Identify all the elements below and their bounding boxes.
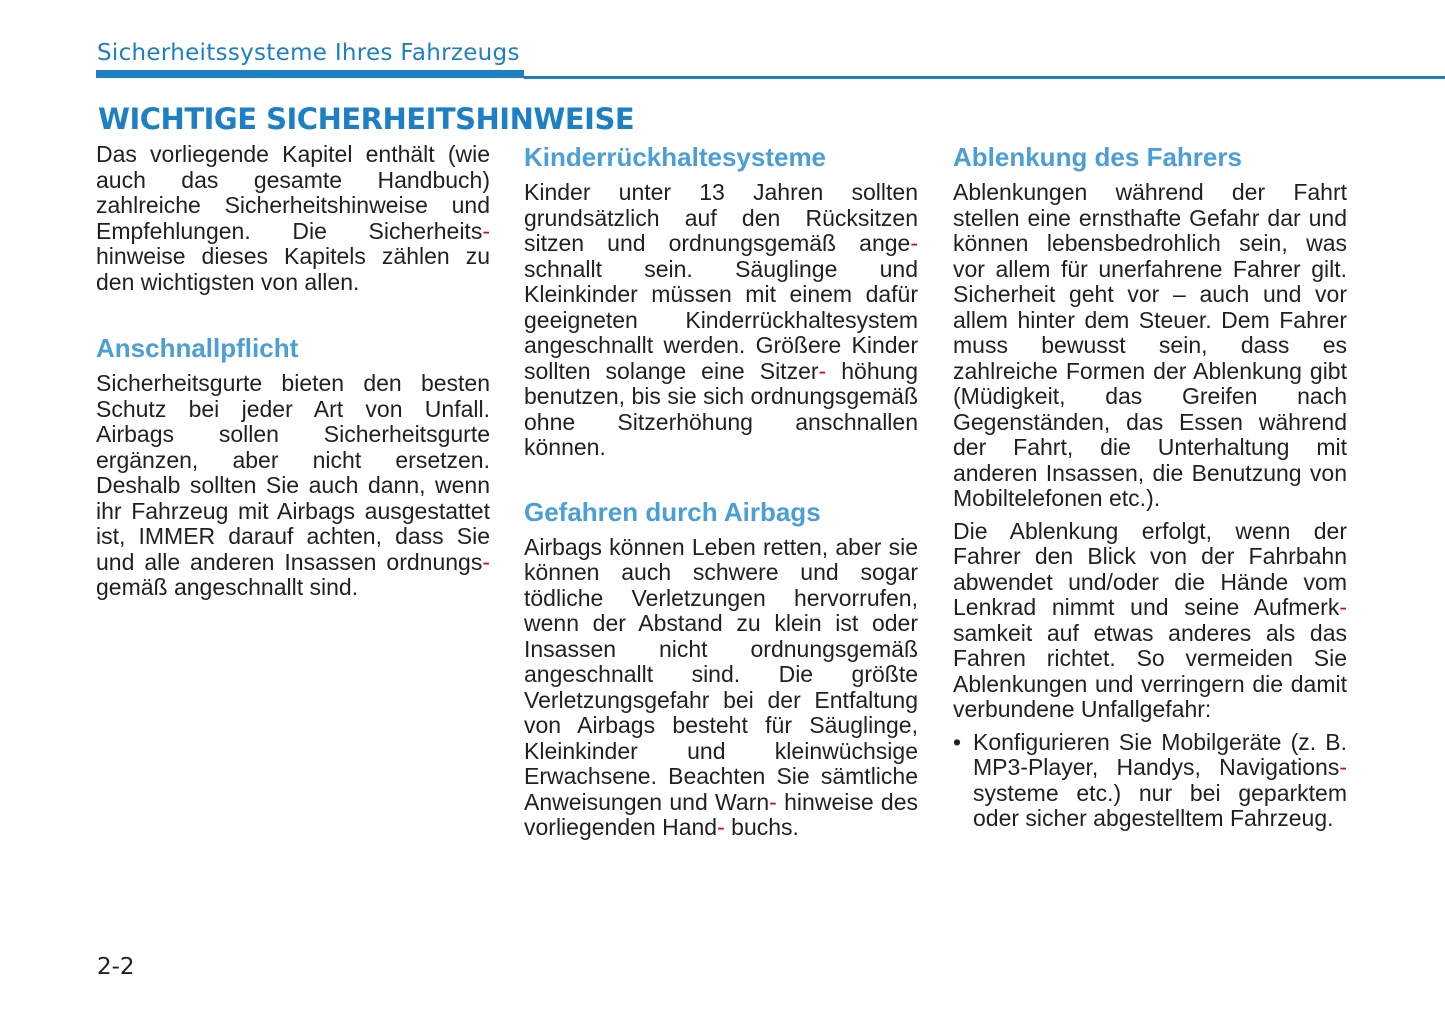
page-number: 2-2 bbox=[97, 954, 135, 980]
bullet-icon: • bbox=[953, 728, 962, 755]
airbags-part-2: hinweise des vorliegenden Hand bbox=[524, 788, 919, 840]
kinder-part-3: höhung benutzen, bis sie sich ordnungsgemäß ohne Sitzerhöhung anschnallen können. bbox=[524, 357, 918, 460]
ablenkung-paragraph-2 bbox=[953, 519, 1347, 723]
header-rule-thin bbox=[524, 76, 1445, 79]
anschnallpflicht-paragraph bbox=[96, 371, 490, 601]
bullet-text bbox=[973, 730, 1347, 832]
column-3 bbox=[953, 142, 1347, 832]
airbags-paragraph bbox=[524, 535, 918, 841]
kinder-part-2: schnallt sein. Säuglinge und Kleinkinder müssen mit einem dafür geeigneten Kinderrückhaltesystem angeschnallt werden. Größere Kinder sollten solange eine Sitzer bbox=[524, 255, 918, 384]
section-header-title: Sicherheitssysteme Ihres Fahrzeugs bbox=[97, 40, 520, 66]
heading-kinderrueckhaltesysteme: Kinderrückhaltesysteme bbox=[524, 142, 827, 172]
intro-part-2: hinweise dieses Kapitels zählen zu den wichtigsten von allen. bbox=[96, 243, 490, 295]
hyphen: - bbox=[1339, 594, 1347, 620]
hyphen: - bbox=[717, 814, 725, 840]
ablenkung-part-1: Die Ablenkung erfolgt, wenn der Fahrer den Blick von der Fahrbahn abwendet und/oder die Hände vom Lenkrad nimmt und seine Aufmerk bbox=[953, 517, 1347, 620]
airbags-part-3: buchs. bbox=[731, 814, 799, 840]
hyphen: - bbox=[818, 357, 827, 384]
heading-gefahren-airbags: Gefahren durch Airbags bbox=[524, 496, 821, 527]
anschnallpflicht-part-1: Sicherheitsgurte bieten den besten Schutz bei jeder Art von Unfall. Airbags sollen Sicherheitsgurte ergänzen, aber nicht ersetzen. Deshalb sollten Sie auch dann, wenn ihr Fahrzeug mit Airbags ausgestattet ist, IMMER darauf achten, dass Sie und alle anderen Insassen ordnungs bbox=[96, 370, 490, 575]
airbags-part-1: Airbags können Leben retten, aber sie können auch schwere und sogar tödliche Verletzungen hervorrufen, wenn der Abstand zu klein ist oder Insassen nicht ordnungsgemäß angeschnallt sind. Die größte Verletzungsgefahr bei der Entfaltung von Airbags besteht für Säuglinge, Kleinkinder und kleinwüchsige Erwachsene. Beachten Sie sämtliche Anweisungen und Warn bbox=[524, 533, 918, 815]
column-2 bbox=[524, 142, 918, 841]
hyphen: - bbox=[910, 230, 918, 256]
heading-anschnallpflicht: Anschnallpflicht bbox=[96, 333, 299, 363]
kinder-paragraph bbox=[524, 180, 918, 461]
intro-part-1: Das vorliegende Kapitel enthält (wie auch das gesamte Handbuch) zahlreiche Sicherheitshinweise und Empfehlungen. Die Sicherheits bbox=[96, 141, 490, 244]
bullet-part-1: Konfigurieren Sie Mobilgeräte (z. B. MP3-Player, Handys, Navigations bbox=[973, 728, 1347, 780]
column-1 bbox=[96, 142, 490, 601]
bullet-part-2: systeme etc.) nur bei geparktem oder sicher abgestelltem Fahrzeug. bbox=[973, 779, 1347, 831]
hyphen: - bbox=[769, 788, 777, 815]
kinder-part-1: Kinder unter 13 Jahren sollten grundsätzlich auf den Rücksitzen sitzen und ordnungsgemäß ange bbox=[524, 179, 918, 256]
hyphen: - bbox=[1339, 754, 1347, 780]
intro-paragraph bbox=[96, 142, 490, 295]
ablenkung-part-2: samkeit auf etwas anderes als das Fahren richtet. So vermeiden Sie Ablenkungen und verringern die damit verbundene Unfallgefahr: bbox=[953, 619, 1347, 722]
anschnallpflicht-part-2: gemäß angeschnallt sind. bbox=[96, 574, 359, 600]
hyphen: - bbox=[482, 217, 490, 244]
hyphen: - bbox=[482, 548, 490, 575]
header-rule-thick bbox=[96, 70, 524, 78]
heading-ablenkung: Ablenkung des Fahrers bbox=[953, 142, 1242, 172]
ablenkung-paragraph-1: Ablenkungen während der Fahrt stellen eine ernsthafte Gefahr dar und können lebensbedrohlich sein, was vor allem für unerfahrene Fahrer gilt. Sicherheit geht vor – auch und vor allem hinter dem Steuer. Dem Fahrer muss bewusst sein, dass es zahlreiche Formen der Ablenkung gibt (Müdigkeit, das Greifen nach Gegenständen, das Essen während der Fahrt, die Unterhaltung mit anderen Insassen, die Benutzung von Mobiltelefonen etc.). bbox=[953, 179, 1347, 511]
page-title: WICHTIGE SICHERHEITSHINWEISE bbox=[98, 102, 635, 136]
bullet-item bbox=[953, 730, 1347, 832]
